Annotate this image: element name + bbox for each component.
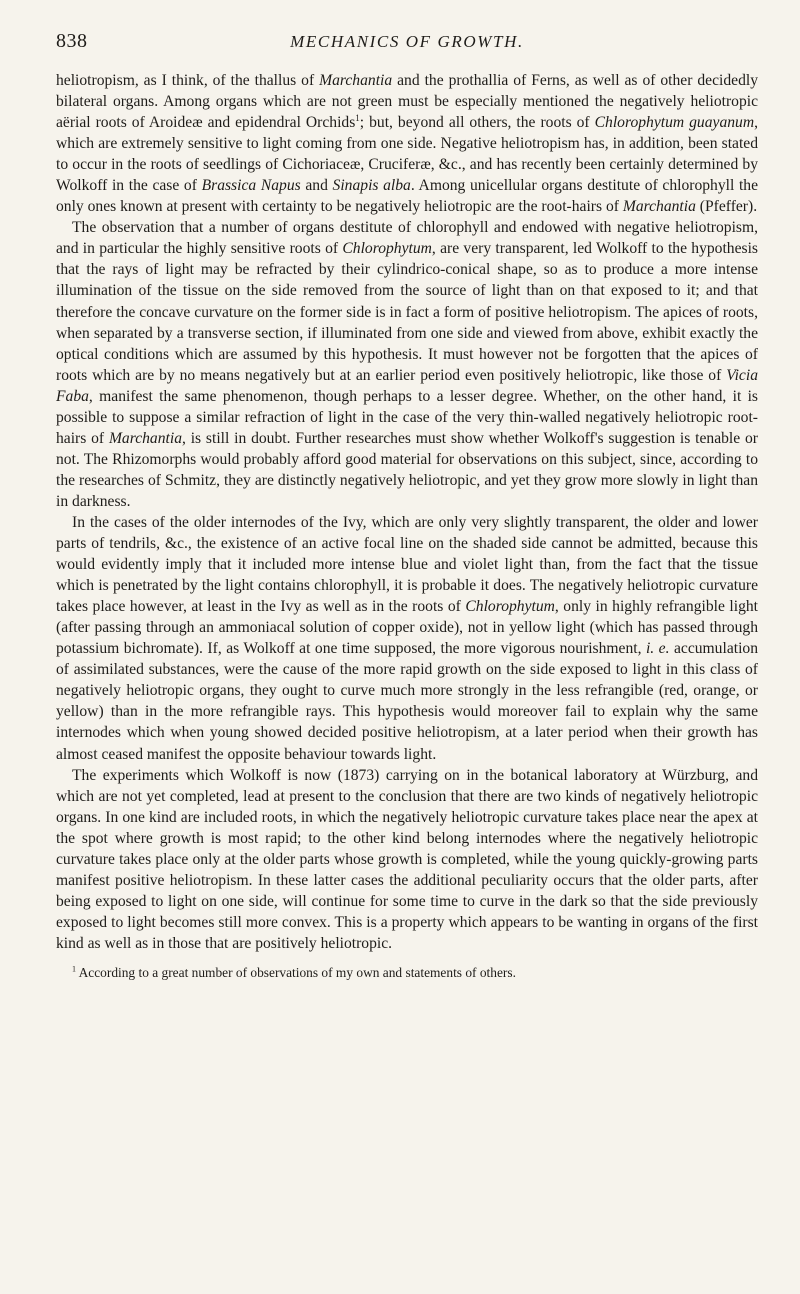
body-text xyxy=(56,70,758,954)
footnote-reference: 1 xyxy=(355,112,360,123)
footnote-text: According to a great number of observations of my own and statements of others. xyxy=(78,964,516,980)
italic-term: Marchantia xyxy=(319,72,393,89)
paragraph-1 xyxy=(56,70,758,217)
italic-term: Marchantia xyxy=(108,429,182,447)
italic-term: Marchantia xyxy=(622,198,696,216)
running-head: MECHANICS OF GROWTH. xyxy=(290,32,524,51)
italic-term: i. e. xyxy=(645,640,670,658)
text-run: , is still in doubt. Further researches must show whether Wolkoff's suggestion is tenable or not. The Rhizomorphs would probably afford good material for observations on this subject, since, according to the researches of Schmitz, they are distinctly negatively heliotropic, and yet they grow more slowly in light than in darkness. xyxy=(56,429,758,510)
text-run: The experiments which Wolkoff is now (1873) carrying on in the botanical laboratory at Würzburg, and which are not yet completed, lead at present to the conclusion that there are two kinds of negatively heliotropic organs. In one kind are included roots, in which the negatively heliotropic curvature takes place near the apex at the spot where growth is most rapid; to the other kind belong internodes where the negatively heliotropic curvature takes place only at the older parts whose growth is completed, while the young quickly-growing parts manifest positive heliotropism. In these latter cases the additional peculiarity occurs that the older parts, after being exposed to light on one side, will continue for some time to curve in the dark so that the side previously exposed to light becomes still more convex. This is a property which appears to be wanting in organs of the first kind as well as in those that are positively heliotropic. xyxy=(56,766,758,952)
italic-term: Chlorophytum xyxy=(465,598,555,616)
footnote-marker: 1 xyxy=(72,964,76,974)
text-run: , manifest the same phenomenon, though perhaps to a lesser degree. Whether, on the other hand, it is possible to suppose a similar refraction of light in the case of the very thin-walled negatively heliotropic root-hairs of xyxy=(56,387,758,447)
page-header xyxy=(56,30,758,64)
text-run: , which are extremely sensitive to light coming from one side. Negative heliotropism has, in addition, been stated to occur in the roots of seedlings of Cichoriaceæ, Cruciferæ, &c., and has recently been certainly determined by Wolkoff in the case of xyxy=(56,114,759,195)
footnote xyxy=(56,964,758,981)
text-run: and xyxy=(300,177,333,195)
italic-term: Chlorophytum xyxy=(342,240,432,258)
italic-term: Sinapis alba xyxy=(332,177,411,195)
text-run: , only in highly refrangible light (after passing through an ammoniacal solution of copper oxide), not in yellow light (which has passed through potassium bichromate). If, as Wolkoff at one time supposed, the more vigorous nourishment, xyxy=(56,598,758,658)
text-run: heliotropism, as I think, of the thallus of xyxy=(56,72,320,89)
text-run: accumulation of assimilated substances, were the cause of the more rapid growth on the side exposed to light in this class of negatively heliotropic organs, they ought to curve much more strongly in the less refrangible (red, orange, or yellow) than in the more refrangible rays. This hypothesis would moreover fail to explain why the same internodes which when young showed decided positive heliotropism, at a later period when their growth has almost ceased manifest the opposite behaviour towards light. xyxy=(56,640,758,763)
italic-term: Brassica Napus xyxy=(201,177,301,195)
text-run: , are very transparent, led Wolkoff to the hypothesis that the rays of light may be refracted by their cylindrico-conical shape, so as to produce a more intense illumination of the tissue on the side removed from the source of light than on that exposed to it; and that therefore the concave curvature on the former side is in fact a form of positive heliotropism. The apices of roots, when separated by a transverse section, if illuminated from one side and viewed from above, exhibit exactly the optical conditions which are assumed by this hypothesis. It must however not be forgotten that the apices of roots which are by no means negatively but at an earlier period even positively heliotropic, like those of xyxy=(56,240,758,384)
text-run: In the cases of the older internodes of the Ivy, which are only very slightly transparent, the older and lower parts of tendrils, &c., the existence of an active focal line on the shaded side cannot be admitted, because this would evidently imply that it included more intense blue and violet light than, from the fact that the tissue which is penetrated by the light contains chlorophyll, it is probable it does. The negatively heliotropic curvature takes place however, at least in the Ivy as well as in the roots of xyxy=(56,513,758,616)
text-run: ; but, beyond all others, the roots of xyxy=(359,114,595,132)
text-run: The observation that a number of organs destitute of chlorophyll and endowed with negative heliotropism, and in particular the highly sensitive roots of xyxy=(56,219,758,258)
paragraph-2 xyxy=(56,217,758,512)
italic-term: Chlorophytum guayanum xyxy=(594,114,755,132)
page-number: 838 xyxy=(56,30,88,52)
paragraph-4 xyxy=(56,765,758,954)
text-run: . Among unicellular organs destitute of chlorophyll the only ones known at present with certainty to be negatively heliotropic are the root-hairs of xyxy=(56,177,759,216)
paragraph-3 xyxy=(56,512,758,765)
text-run: and the prothallia of Ferns, as well as of other decidedly bilateral organs. Among organs which are not green must be especially mentioned the negatively heliotropic aërial roots of Aroideæ and epidendral Orchids xyxy=(56,72,758,132)
italic-term: Vicia Faba xyxy=(56,366,758,405)
text-run: (Pfeffer). xyxy=(695,198,758,216)
